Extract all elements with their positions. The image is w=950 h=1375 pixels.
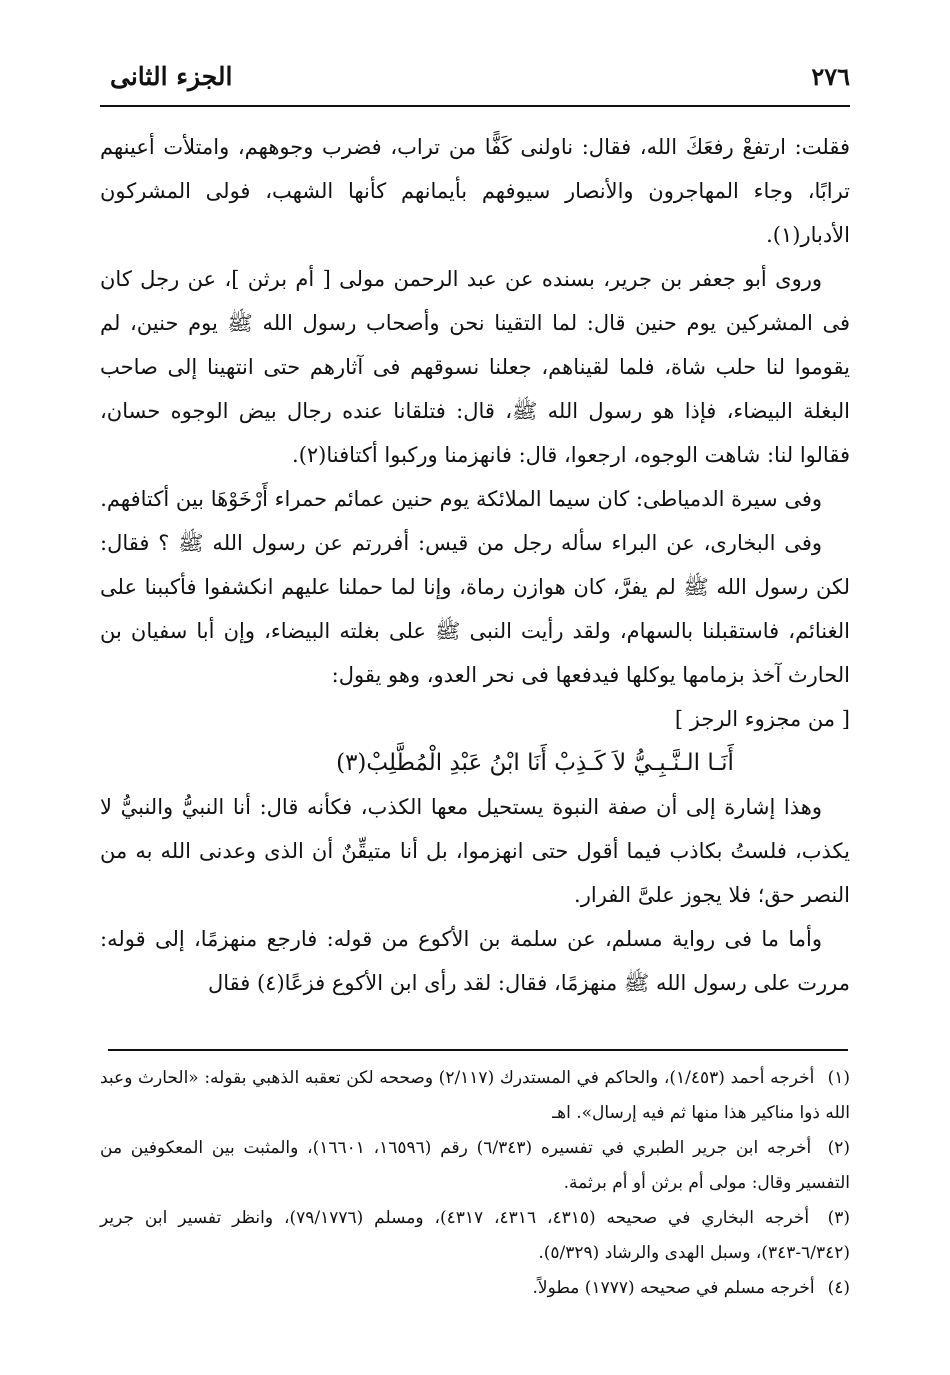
footnote-number: (٢) [827,1138,851,1158]
poetry-verse: أَنَـا الـنَّـبِـيُّ لاَ كَـذِبْ أَنَا ابْنُ عَبْدِ الْمُطَّلِبْ(٣) [336,750,734,776]
running-title: الجزء الثانى [110,62,233,91]
footnote-text: أخرجه أحمد (١/٤٥٣)، والحاكم في المستدرك (٢/١١٧) وصححه لكن تعقبه الذهبي بقوله: «الحارث وعبد الله ذوا مناكير هذا منها ثم فيه إرسال». اهـ [100,1068,850,1123]
footnote-number: (٤) [827,1278,850,1298]
paragraph: وفى البخارى، عن البراء سأله رجل من قيس: أفررتم عن رسول الله ﷺ ؟ فقال: لكن رسول الله ﷺ لم يفرَّ، كان هوازن رماة، وإنا لما حملنا عليهم انكشفوا فأكببنا على الغنائم، فاستقبلنا بالسهام، ولقد رأيت النبى ﷺ على بغلته البيضاء، وإن أبا سفيان بن الحارث آخذ بزمامها يوكلها فيدفعها فى نحر العدو، وهو يقول: [100,531,850,687]
footnotes [100,1061,850,1306]
paragraph: وهذا إشارة إلى أن صفة النبوة يستحيل معها الكذب، فكأنه قال: أنا النبيُّ والنبيُّ لا يكذب، فلستُ بكاذب فيما أقول حتى انهزموا، بل أنا متيقِّنٌ أن الذى وعدنى الله به من النصر حق؛ فلا يجوز علىَّ الفرار. [100,795,850,907]
footnote-text: أخرجه ابن جرير الطبري في تفسيره (٦/٣٤٣) رقم (١٦٥٩٦، ١٦٦٠١)، والمثبت بين المعكوفين من التفسير وقال: مولى أم برثن أو أم برثمة. [100,1138,850,1193]
paragraph: فقلت: ارتفعْ رفعَكَ الله، فقال: ناولنى كَفًّا من تراب، فضرب وجوههم، وامتلأت أعينهم ترابًا، وجاء المهاجرون والأنصار سيوفهم بأيمانهم كأنها الشهب، فولى المشركون الأدبار(١). [100,135,850,247]
footnote-text: أخرجه البخاري في صحيحه (٤٣١٥، ٤٣١٦، ٤٣١٧)، ومسلم (٧٩/١٧٧٦)، وانظر تفسير ابن جرير (٦/٣٤٢-٣٤٣)، وسبل الهدى والرشاد (٥/٣٢٩). [100,1208,850,1263]
page-number: ٢٧٦ [811,62,850,91]
meter-label: [ من مجزوء الرجز ] [674,707,850,731]
header-rule [100,105,850,107]
footnote [100,1271,850,1306]
footnote-text: أخرجه مسلم في صحيحه (١٧٧٧) مطولاً. [532,1278,815,1298]
footnote [100,1201,850,1271]
footnote [100,1061,850,1131]
paragraph: وفى سيرة الدمياطى: كان سيما الملائكة يوم حنين عمائم حمراء أَرْخَوْهَا بين أكتافهم. [100,487,822,511]
footnote [100,1131,850,1201]
paragraph: وأما ما فى رواية مسلم، عن سلمة بن الأكوع من قوله: فارجع منهزمًا، إلى قوله: مررت على رسول الله ﷺ منهزمًا، فقال: لقد رأى ابن الأكوع فزعًا(٤) فقال [100,927,850,995]
footnote-number: (٣) [827,1208,851,1228]
paragraph: وروى أبو جعفر بن جرير، بسنده عن عبد الرحمن مولى [ أم برثن ]، عن رجل كان فى المشركين يوم حنين قال: لما التقينا نحن وأصحاب رسول الله ﷺ يوم حنين، لم يقوموا لنا حلب شاة، فلما لقيناهم، جعلنا نسوقهم فى آثارهم حتى انتهينا إلى صاحب البغلة البيضاء، فإذا هو رسول الله ﷺ، قال: فتلقانا عنده رجال بيض الوجوه حسان، فقالوا لنا: شاهت الوجوه، ارجعوا، قال: فانهزمنا وركبوا أكتافنا(٢). [100,267,850,467]
main-text [100,125,850,1005]
footnote-number: (١) [827,1068,850,1088]
footnote-separator [108,1049,848,1051]
